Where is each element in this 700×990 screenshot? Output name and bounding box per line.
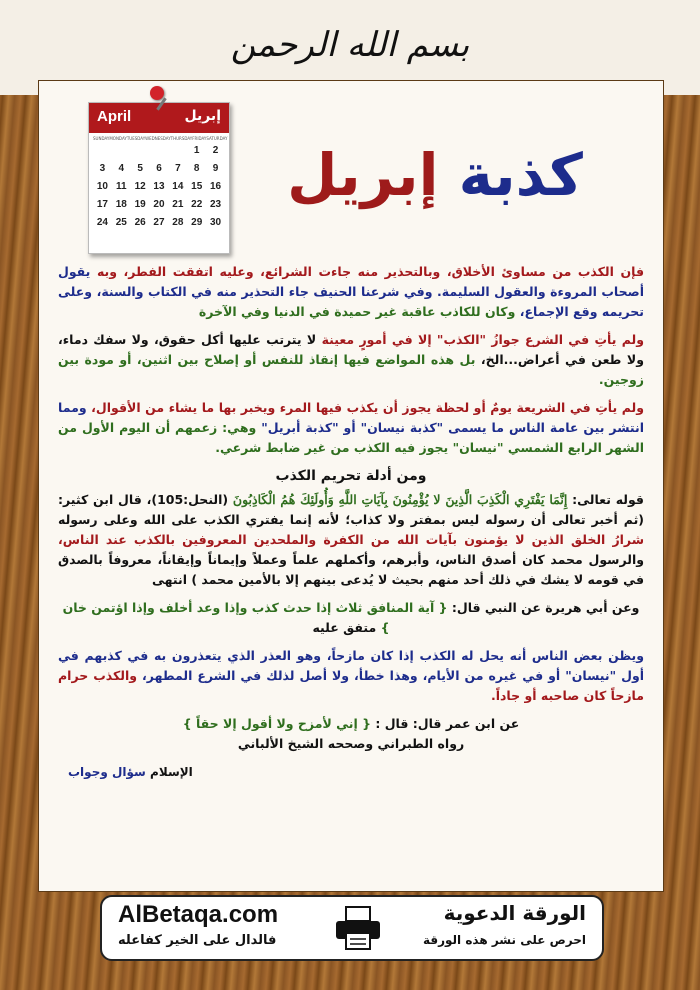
site-url[interactable]: AlBetaqa.com [118, 901, 279, 928]
calendar-date: 29 [191, 217, 203, 228]
text-segment: والكذب حرام مازحاً كان صاحبه أو جاداً. [58, 668, 644, 703]
text-segment: ولم يأتِ في الشريعة يومٌ أو لحظة يجوز أن يكذب فيها المرء ويخبر بها ما يشاء من الأقوال، [91, 400, 644, 415]
paragraph-1 [58, 262, 644, 322]
paragraph-3 [58, 398, 644, 458]
text-segment: وهي: زعمهم أن اليوم الأول من الشهر الرابع الشمسي "نيسان" يجوز فيه الكذب من غير ضابط شرعي. [58, 420, 644, 455]
text-segment: قال ابن كثير: (ثم أخبر تعالى أن رسوله ليس بمفتر ولا كذاب؛ لأنه إنما يفتري الكذب على الله وعلى رسوله [58, 492, 644, 527]
calendar-month-en: April [97, 108, 132, 125]
calendar-weekday: SATURDAY [206, 136, 228, 141]
source-name-highlight: سؤال وجواب [68, 765, 146, 779]
calendar-date: 20 [153, 199, 165, 210]
text-segment: متفق عليه [312, 620, 377, 635]
calendar-date [131, 145, 150, 156]
verse-reference: (النحل:105)، [146, 492, 229, 507]
paragraph-2 [58, 330, 644, 390]
calendar-date: 17 [96, 199, 108, 210]
calendar-weekday: MONDAY [109, 136, 127, 141]
calendar-date: 14 [172, 181, 184, 192]
text-segment: بل هذه المواضع فيها إنقاذ للنفس أو إصلاح بين اثنين، أو مودة بين زوجين. [58, 352, 644, 387]
calendar-weekdays [89, 133, 229, 141]
calendar-weekday: TUESDAY [126, 136, 146, 141]
calendar-date: 3 [99, 163, 106, 174]
calendar-weekday: WEDNESDAY [145, 136, 171, 141]
source-name: الإسلام [150, 765, 193, 779]
calendar-date: 27 [153, 217, 165, 228]
section-heading: ومن أدلة تحريم الكذب [275, 468, 427, 484]
calendar-date: 9 [212, 163, 219, 174]
calendar-date [93, 145, 112, 156]
title-word-1: كذبة [458, 141, 583, 209]
calendar [88, 102, 230, 254]
calendar-date: 13 [153, 181, 165, 192]
hadith-quote: { إني لأمزح ولا أقول إلا حقاً } [182, 716, 371, 731]
brand-slogan: احرص على نشر هذه الورقة [422, 933, 586, 947]
site-slogan: فالدال على الخير كفاعله [118, 933, 277, 948]
calendar-date: 6 [156, 163, 162, 174]
calendar-date: 4 [118, 163, 125, 174]
calendar-date: 11 [115, 181, 127, 192]
calendar-date: 1 [193, 145, 200, 156]
footer-banner [100, 895, 604, 961]
calendar-date: 25 [115, 217, 127, 228]
text-segment: لا يترتب عليها أكل حقوق، ولا سفك دماء، ولا طعن في أعراض...الخ، [58, 332, 644, 367]
text-segment: عن ابن عمر قال: قال : [375, 716, 520, 731]
text-segment: ولم يأتِ في الشرع جوازُ "الكذب" إلا في أمورٍ معينة [321, 332, 644, 347]
text-segment: يقول أصحاب المروءة والعقول السليمة. [58, 264, 645, 299]
title-word-2: إبريل [287, 141, 439, 209]
text-segment: شرارُ الخلق الذين لا يؤمنون بآيات الله من الكفرة والملحدين المعروفين بالكذب عند الناس، [58, 532, 644, 547]
paragraph-7 [58, 714, 644, 754]
text-segment: والرسول محمد كان أصدق الناس، وأبرهم، وأكملهم علماً وعملاً وإيماناً وإيقاناً، معروفاً بالصدق في قومه لا يشك في ذلك أحد منهم بحيث لا يُدعى بينهم إلا بالأمين محمد ) انتهى [58, 552, 644, 587]
text-segment: رواه الطبراني وصححه الشيخ الألباني [237, 736, 465, 751]
calendar-date: 28 [172, 217, 184, 228]
paragraph-6 [58, 646, 644, 706]
calendar-date: 24 [96, 217, 108, 228]
calendar-weekday: SUNDAY [93, 136, 110, 141]
calendar-weekday: FRIDAY [192, 136, 207, 141]
calendar-dates [89, 141, 229, 232]
article-body [58, 262, 644, 790]
calendar-weekday: THURSDAY [170, 136, 193, 141]
calendar-date: 22 [191, 199, 203, 210]
calendar-date: 16 [210, 181, 222, 192]
calendar-date: 26 [134, 217, 146, 228]
pushpin-icon [150, 86, 164, 100]
quran-verse: إِنَّمَا يَفْتَرِي الْكَذِبَ الَّذِينَ لا يُؤْمِنُونَ بِآيَاتِ اللَّهِ وَأُولَئِكَ هُمُ الْكَاذِبُونَ [232, 492, 568, 507]
calendar-date: 2 [212, 145, 219, 156]
calendar-date: 23 [210, 199, 222, 210]
paragraph-5 [58, 598, 644, 638]
calendar-date: 18 [115, 199, 127, 210]
calendar-month-ar: إبريل [184, 108, 221, 124]
calendar-date: 12 [134, 181, 146, 192]
text-segment: ويظن بعض الناس أنه يحل له الكذب إذا كان مازحاً، وهو العذر الذي يتعذرون به في كذبهم في أول "نيسان" أو في غيره من الأيام، وهذا خطأ، ولا أصل لذلك في الشرع المطهر، [58, 648, 644, 683]
calendar-date: 15 [191, 181, 203, 192]
page-title [255, 130, 615, 220]
calendar-date: 7 [175, 163, 181, 174]
calendar-date: 10 [96, 181, 108, 192]
printer-icon [334, 905, 382, 951]
calendar-date [168, 145, 187, 156]
text-segment: وكان للكاذب عاقبة غير حميدة في الدنيا وفي الآخرة [198, 304, 516, 319]
paragraph-4 [58, 490, 644, 590]
calendar-date: 19 [134, 199, 146, 210]
calendar-date: 21 [172, 199, 184, 210]
text-segment: وفي شرعنا الحنيف جاء التحذير منه في الكتاب والسنة، وعلى تحريمه وقع الإجماع، [58, 284, 644, 319]
calendar-date: 5 [137, 163, 143, 174]
text-segment: ومما انتشر بين عامة الناس ما يسمى "كذبة نيسان" أو "كذبة أبريل" [58, 400, 645, 435]
text-segment: وعن أبي هريرة عن النبي قال: [451, 600, 640, 615]
basmala-calligraphy: بسم الله الرحمن [230, 25, 470, 65]
text-segment: قوله تعالى: [572, 492, 644, 507]
hadith-quote: { آية المنافق ثلاث إذا حدث كذب وإذا وعد أخلف وإذا اؤتمن خان } [62, 600, 448, 635]
calendar-date: 8 [193, 163, 200, 174]
text-segment: فإن الكذب من مساوئ الأخلاق، وبالتحذير منه جاءت الشرائع، وعليه اتفقت الفطر، وبه [96, 264, 644, 279]
source-credit [58, 762, 644, 782]
calendar-date: 30 [210, 217, 222, 228]
brand-title: الورقة الدعوية [443, 901, 586, 925]
calendar-date [112, 145, 131, 156]
calendar-date [150, 145, 169, 156]
